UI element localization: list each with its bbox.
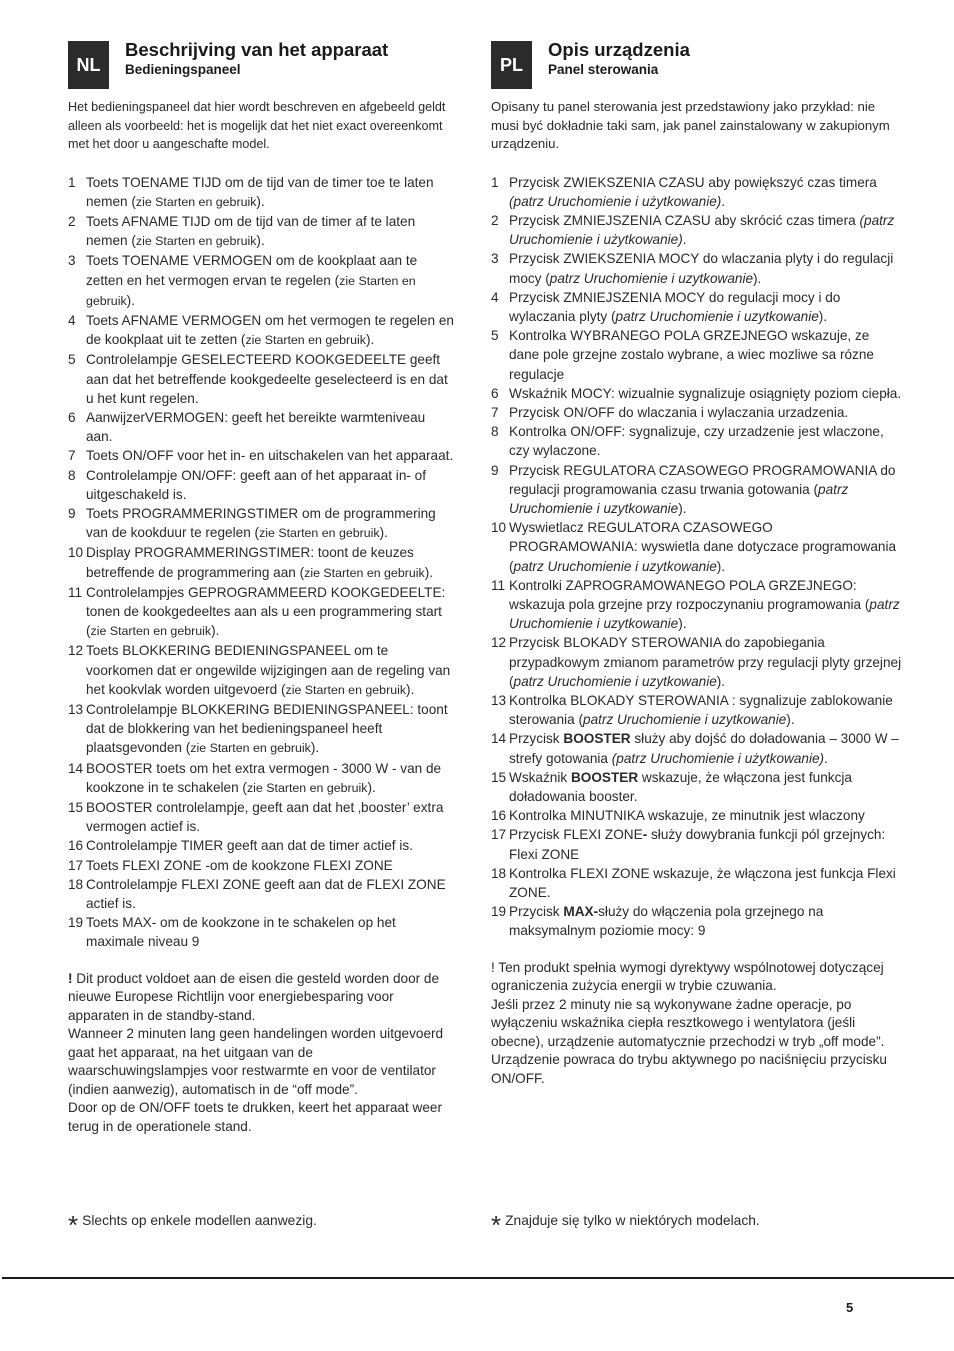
item-text: ). xyxy=(818,308,828,324)
list-item xyxy=(491,518,903,576)
intro-text-pl: Opisany tu panel sterowania jest przedstawiony jako przykład: nie musi być dokładnie taki sam, jak panel zainstalowany w zakupionym urządzeniu. xyxy=(491,99,890,151)
item-reference: zie Starten en gebruik xyxy=(259,526,380,541)
item-text: Wskaźnik xyxy=(509,769,571,785)
list-item xyxy=(68,466,454,504)
page-divider xyxy=(2,1277,954,1279)
footnote-nl xyxy=(68,1210,317,1241)
item-text: ). xyxy=(716,558,726,574)
item-reference: zie Starten en gebruik xyxy=(304,565,425,580)
section-title-pl: Opis urządzenia xyxy=(548,39,690,60)
section-header-nl xyxy=(68,38,454,98)
item-reference: patrz Uruchomienie i uzytkowanie xyxy=(513,673,717,689)
item-text: Przycisk REGULATORA CZASOWEGO PROGRAMOWANIA do regulacji programowania czasu trwania gotowania ( xyxy=(509,462,896,497)
item-number: 18 xyxy=(491,865,507,881)
item-text: . xyxy=(682,232,687,248)
list-item xyxy=(491,326,903,384)
item-text: Controlelampje BLOKKERING BEDIENINGSPANEEL: toont dat de blokkering van het bedieningspaneel heeft plaatsgevonden ( xyxy=(86,701,448,756)
item-number: 2 xyxy=(68,213,76,229)
item-reference: zie Starten en gebruik xyxy=(246,780,368,795)
item-number: 3 xyxy=(491,251,499,267)
list-item xyxy=(68,913,454,951)
list-item xyxy=(491,249,903,287)
list-item xyxy=(491,403,903,422)
item-text: ). xyxy=(786,712,795,728)
list-item xyxy=(491,288,903,326)
item-text: MAX- xyxy=(563,904,599,920)
item-reference: patrz Uruchomienie i uzytkowanie xyxy=(549,270,754,286)
item-number: 7 xyxy=(68,448,76,464)
item-text: Przycisk ZWIEKSZENIA MOCY do wlaczania plyty i do regulacji mocy ( xyxy=(509,251,894,286)
item-number: 10 xyxy=(68,545,84,561)
item-text: Kontrolka FLEXI ZONE wskazuje, że włączona jest funkcja Flexi ZONE. xyxy=(509,865,896,901)
item-text: Toets AFNAME VERMOGEN om het vermogen te regelen en de kookplaat uit te zetten ( xyxy=(86,312,454,348)
list-item xyxy=(491,173,903,211)
note-text-1-nl: Dit product voldoet aan de eisen die gesteld worden door de nieuwe Europese Richtlijn voor energiebesparing voor apparaten in de standby-stand. xyxy=(68,970,440,1023)
item-text: . xyxy=(721,193,726,209)
item-text: Toets TOENAME VERMOGEN om de kookplaat aan te zetten en het vermogen ervan te regelen ( xyxy=(86,253,418,288)
language-badge-pl: PL xyxy=(491,41,532,89)
note-text-1-pl: ! Ten produkt spełnia wymogi dyrektywy wspólnotowej dotyczącej ograniczenia zużycia energii w trybie czuwania. xyxy=(491,959,884,994)
item-text: BOOSTER controlelampje, geeft aan dat het ‚booster’ extra vermogen actief is. xyxy=(86,800,444,835)
item-reference: zie Starten en gebruik xyxy=(190,741,311,756)
item-reference: zie Starten en gebruik xyxy=(285,682,407,697)
item-text-end: ). xyxy=(367,779,376,795)
item-number: 15 xyxy=(491,769,507,785)
item-text: Toets MAX- om de kookzone in te schakelen op het maximale niveau 9 xyxy=(86,915,396,950)
list-item xyxy=(491,211,903,249)
list-item xyxy=(68,446,454,465)
list-item xyxy=(68,641,454,700)
item-text-end: ). xyxy=(366,332,375,348)
list-item xyxy=(68,856,454,875)
item-text: służy aby dojść do doładowania – 3000 W – strefy gotowania xyxy=(509,731,899,766)
list-item xyxy=(68,173,454,212)
footnote-text-pl: Znajduje się tylko w niektórych modelach. xyxy=(505,1213,760,1228)
item-text: Toets PROGRAMMERINGSTIMER om de programmering van de kookduur te regelen ( xyxy=(86,505,436,541)
item-number: 5 xyxy=(491,328,499,344)
item-text: BOOSTER xyxy=(570,769,639,785)
item-number: 1 xyxy=(68,174,76,190)
item-text: Toets AFNAME TIJD om de tijd van de timer af te laten nemen ( xyxy=(86,213,416,249)
item-text-end: ). xyxy=(256,193,265,209)
list-item xyxy=(491,461,903,519)
list-item xyxy=(68,836,454,855)
item-number: 1 xyxy=(491,174,499,190)
item-text-end: ). xyxy=(211,623,220,639)
item-number: 10 xyxy=(491,520,507,536)
item-text: Controlelampjes GEPROGRAMMEERD KOOKGEDEELTE: tonen de kookgedeeltes aan als u een programmering start ( xyxy=(86,584,446,639)
list-item xyxy=(491,806,903,825)
item-number: 19 xyxy=(491,904,507,920)
list-item xyxy=(68,408,454,446)
list-item xyxy=(68,759,454,798)
list-item xyxy=(68,798,454,836)
item-text: Controlelampje TIMER geeft aan dat de timer actief is. xyxy=(86,838,413,854)
item-number: 17 xyxy=(68,857,84,873)
item-text: Przycisk ZWIEKSZENIA CZASU aby powiększyć czas timera xyxy=(509,174,877,190)
list-item xyxy=(68,504,454,543)
item-text: Wyswietlacz REGULATORA CZASOWEGO PROGRAMOWANIA: wyswietla dane dotyczace programowania ( xyxy=(509,520,897,574)
item-text: Przycisk ZMNIEJSZENIA CZASU aby skrócić czas timera xyxy=(509,212,860,228)
item-text: Controlelampje ON/OFF: geeft aan of het apparaat in- of uitgeschakeld is. xyxy=(86,467,427,502)
footnote-text-nl: Slechts op enkele modellen aanwezig. xyxy=(82,1213,317,1228)
item-number: 14 xyxy=(491,731,507,747)
item-number: 17 xyxy=(491,827,507,843)
item-reference: zie Starten en gebruik xyxy=(135,234,257,249)
list-item xyxy=(491,384,903,403)
list-item xyxy=(491,902,903,940)
footnote-pl xyxy=(491,1210,760,1241)
list-item xyxy=(68,875,454,913)
item-text: Display PROGRAMMERINGSTIMER: toont de keuzes betreffende de programmering aan ( xyxy=(86,545,414,580)
list-item xyxy=(68,700,454,759)
item-reference: zie Starten en gebruik xyxy=(90,624,212,639)
item-text-end: ). xyxy=(379,525,388,541)
item-text: Wskaźnik MOCY: wizualnie sygnalizuje osiągnięty poziom ciepła. xyxy=(509,385,902,401)
item-text: Kontrolka BLOKADY STEROWANIA : sygnalizuje zablokowanie sterowania ( xyxy=(509,692,893,728)
item-text: Przycisk ON/OFF do wlaczania i wylaczania urzadzenia. xyxy=(509,404,849,420)
item-text: - xyxy=(642,827,648,843)
column-nl xyxy=(68,38,454,1136)
item-number: 8 xyxy=(491,424,499,440)
item-text-end: ). xyxy=(310,740,320,756)
item-text: ). xyxy=(678,500,687,516)
item-text: ). xyxy=(678,616,687,632)
item-number: 11 xyxy=(491,577,506,593)
page-number: 5 xyxy=(846,1300,854,1315)
item-text-end: ). xyxy=(406,681,415,697)
list-item xyxy=(68,543,454,582)
item-number: 7 xyxy=(491,404,499,420)
item-text: AanwijzerVERMOGEN: geeft het bereikte warmteniveau aan. xyxy=(86,409,426,445)
item-text: Kontrolka ON/OFF: sygnalizuje, czy urzadzenie jest wlaczone, czy wylaczone. xyxy=(509,424,884,459)
asterisk-icon: * xyxy=(68,1210,79,1240)
item-reference: patrz Uruchomienie i uzytkowanie xyxy=(513,558,717,574)
item-number: 11 xyxy=(68,584,83,600)
item-reference: (patrz Uruchomienie i użytkowanie) xyxy=(509,193,722,209)
list-item xyxy=(491,864,903,902)
item-reference: (patrz Uruchomienie i użytkowanie) xyxy=(509,212,895,248)
item-text: Kontrolka MINUTNIKA wskazuje, ze minutnik jest wlaczony xyxy=(509,808,865,824)
item-reference: patrz Uruchomienie i uzytkowanie xyxy=(583,712,787,728)
item-text: . xyxy=(824,750,828,766)
item-number: 4 xyxy=(68,312,76,328)
item-number: 5 xyxy=(68,352,76,368)
list-item xyxy=(68,212,454,251)
item-text: ). xyxy=(716,673,726,689)
item-text: Toets ON/OFF voor het in- en uitschakelen van het apparaat. xyxy=(86,448,454,464)
item-text-end: ). xyxy=(256,233,265,249)
item-number: 4 xyxy=(491,289,499,305)
item-number: 16 xyxy=(491,808,507,824)
item-text: Przycisk xyxy=(509,904,564,920)
item-text: Kontrolki ZAPROGRAMOWANEGO POLA GRZEJNEGO: wskazuja pola grzejne przy rozpoczynaniu programowania ( xyxy=(509,577,870,612)
item-number: 6 xyxy=(491,385,499,401)
item-number: 13 xyxy=(68,701,84,717)
list-item xyxy=(491,576,903,634)
item-text-end: ). xyxy=(424,564,433,580)
item-number: 18 xyxy=(68,876,84,892)
item-text: Controlelampje FLEXI ZONE geeft aan dat de FLEXI ZONE actief is. xyxy=(86,876,446,912)
item-number: 13 xyxy=(491,692,507,708)
list-item xyxy=(68,311,454,350)
item-number: 19 xyxy=(68,915,84,931)
note-mark-nl: ! xyxy=(68,970,73,986)
item-text: wskazuje, że włączona jest funkcja doładowania booster. xyxy=(509,769,852,804)
intro-text-nl: Het bedieningspaneel dat hier wordt beschreven en afgebeeld geldt alleen als voorbeeld: het is mogelijk dat het niet exact overeenkomt met het door u aangeschafte model. xyxy=(68,100,446,151)
column-pl xyxy=(491,38,903,1088)
item-text: Toets FLEXI ZONE -om de kookzone FLEXI ZONE xyxy=(86,857,393,873)
item-reference: (patrz Uruchomienie i użytkowanie) xyxy=(611,750,825,766)
item-text: Przycisk xyxy=(509,731,564,747)
item-reference: zie Starten en gebruik xyxy=(135,194,257,209)
item-number: 9 xyxy=(491,462,499,478)
section-header-pl xyxy=(491,38,903,98)
item-reference: patrz Uruchomienie i uzytkowanie xyxy=(509,596,900,632)
note-text-2-pl: Jeśli przez 2 minuty nie są wykonywane żadne operacje, po wyłączeniu wskaźnika ciepła resztkowego i wentylatora (jeśli obecne), urządzenie automatycznie przechodzi w tryb „off mode”. Urządzenie powraca do trybu aktywnego po naciśnięciu przycisku ON/OFF. xyxy=(491,996,887,1086)
item-text: Przycisk FLEXI ZONE xyxy=(509,827,643,843)
item-number: 14 xyxy=(68,760,84,776)
item-text: służy do włączenia pola grzejnego na maksymalnym poziomie mocy: 9 xyxy=(509,904,824,939)
item-text: Toets BLOKKERING BEDIENINGSPANEEL om te voorkomen dat er ongewilde wijzigingen aan de regeling van het kookvlak worden uitgevoerd ( xyxy=(86,643,451,697)
item-reference: zie Starten en gebruik xyxy=(86,273,416,308)
item-text-end: ). xyxy=(126,292,135,308)
list-item xyxy=(491,768,903,806)
note-text-3-nl: Door op de ON/OFF toets te drukken, keert het apparaat weer terug in de operationele stand. xyxy=(68,1100,443,1134)
list-item xyxy=(491,422,903,460)
item-text: Kontrolka WYBRANEGO POLA GRZEJNEGO wskazuje, ze dane pole grzejne zostalo wybrane, a wiec mozliwe sa rózne regulacje xyxy=(509,328,874,382)
item-number: 16 xyxy=(68,838,84,854)
energy-note-pl xyxy=(491,959,903,1089)
item-number: 8 xyxy=(68,467,76,483)
item-list-nl xyxy=(68,173,454,952)
list-item xyxy=(491,633,903,691)
item-reference: patrz Uruchomienie i uzytkowanie xyxy=(615,308,819,324)
item-text: Przycisk ZMNIEJSZENIA MOCY do regulacji mocy i do wylaczania plyty ( xyxy=(509,289,841,324)
item-number: 12 xyxy=(491,635,507,651)
list-item xyxy=(491,825,903,863)
item-number: 12 xyxy=(68,643,84,659)
item-text: ). xyxy=(753,270,762,286)
item-reference: patrz Uruchomienie i uzytkowanie xyxy=(509,481,849,516)
item-text: Toets TOENAME TIJD om de tijd van de timer toe te laten nemen ( xyxy=(86,174,434,209)
list-item xyxy=(68,583,454,642)
item-text: BOOSTER toets om het extra vermogen - 3000 W - van de kookzone in te schakelen ( xyxy=(86,760,442,795)
list-item xyxy=(491,729,903,767)
item-text: BOOSTER xyxy=(563,731,631,747)
list-item xyxy=(68,251,454,311)
asterisk-icon: * xyxy=(491,1210,502,1240)
item-number: 15 xyxy=(68,800,84,815)
section-title-nl: Beschrijving van het apparaat xyxy=(125,39,389,60)
list-item xyxy=(491,691,903,729)
section-subtitle-pl: Panel sterowania xyxy=(548,62,659,77)
item-number: 9 xyxy=(68,505,76,521)
item-reference: zie Starten en gebruik xyxy=(245,333,366,348)
item-text: Przycisk BLOKADY STEROWANIA do zapobiegania przypadkowym zmianom parametrów przy regulacji plyty grzejnej ( xyxy=(509,635,902,689)
item-number: 6 xyxy=(68,409,76,425)
item-text: służy dowybrania funkcji pól grzejnych: Flexi ZONE xyxy=(509,827,886,862)
list-item xyxy=(68,350,454,408)
energy-note-nl xyxy=(68,970,454,1137)
item-number: 2 xyxy=(491,212,499,228)
note-text-2-nl: Wanneer 2 minuten lang geen handelingen worden uitgevoerd gaat het apparaat, na het uitgaan van de waarschuwingslampjes voor restwarmte en voor de ventilator (indien aanwezig), automatisch in de “off mode”. xyxy=(68,1026,444,1097)
item-text: Controlelampje GESELECTEERD KOOKGEDEELTE geeft aan dat het betreffende kookgedeelte geselecteerd is en dat u het kunt regelen. xyxy=(86,352,448,406)
language-badge-nl: NL xyxy=(68,41,109,89)
section-subtitle-nl: Bedieningspaneel xyxy=(125,62,241,77)
item-list-pl xyxy=(491,173,903,941)
item-number: 3 xyxy=(68,253,76,269)
